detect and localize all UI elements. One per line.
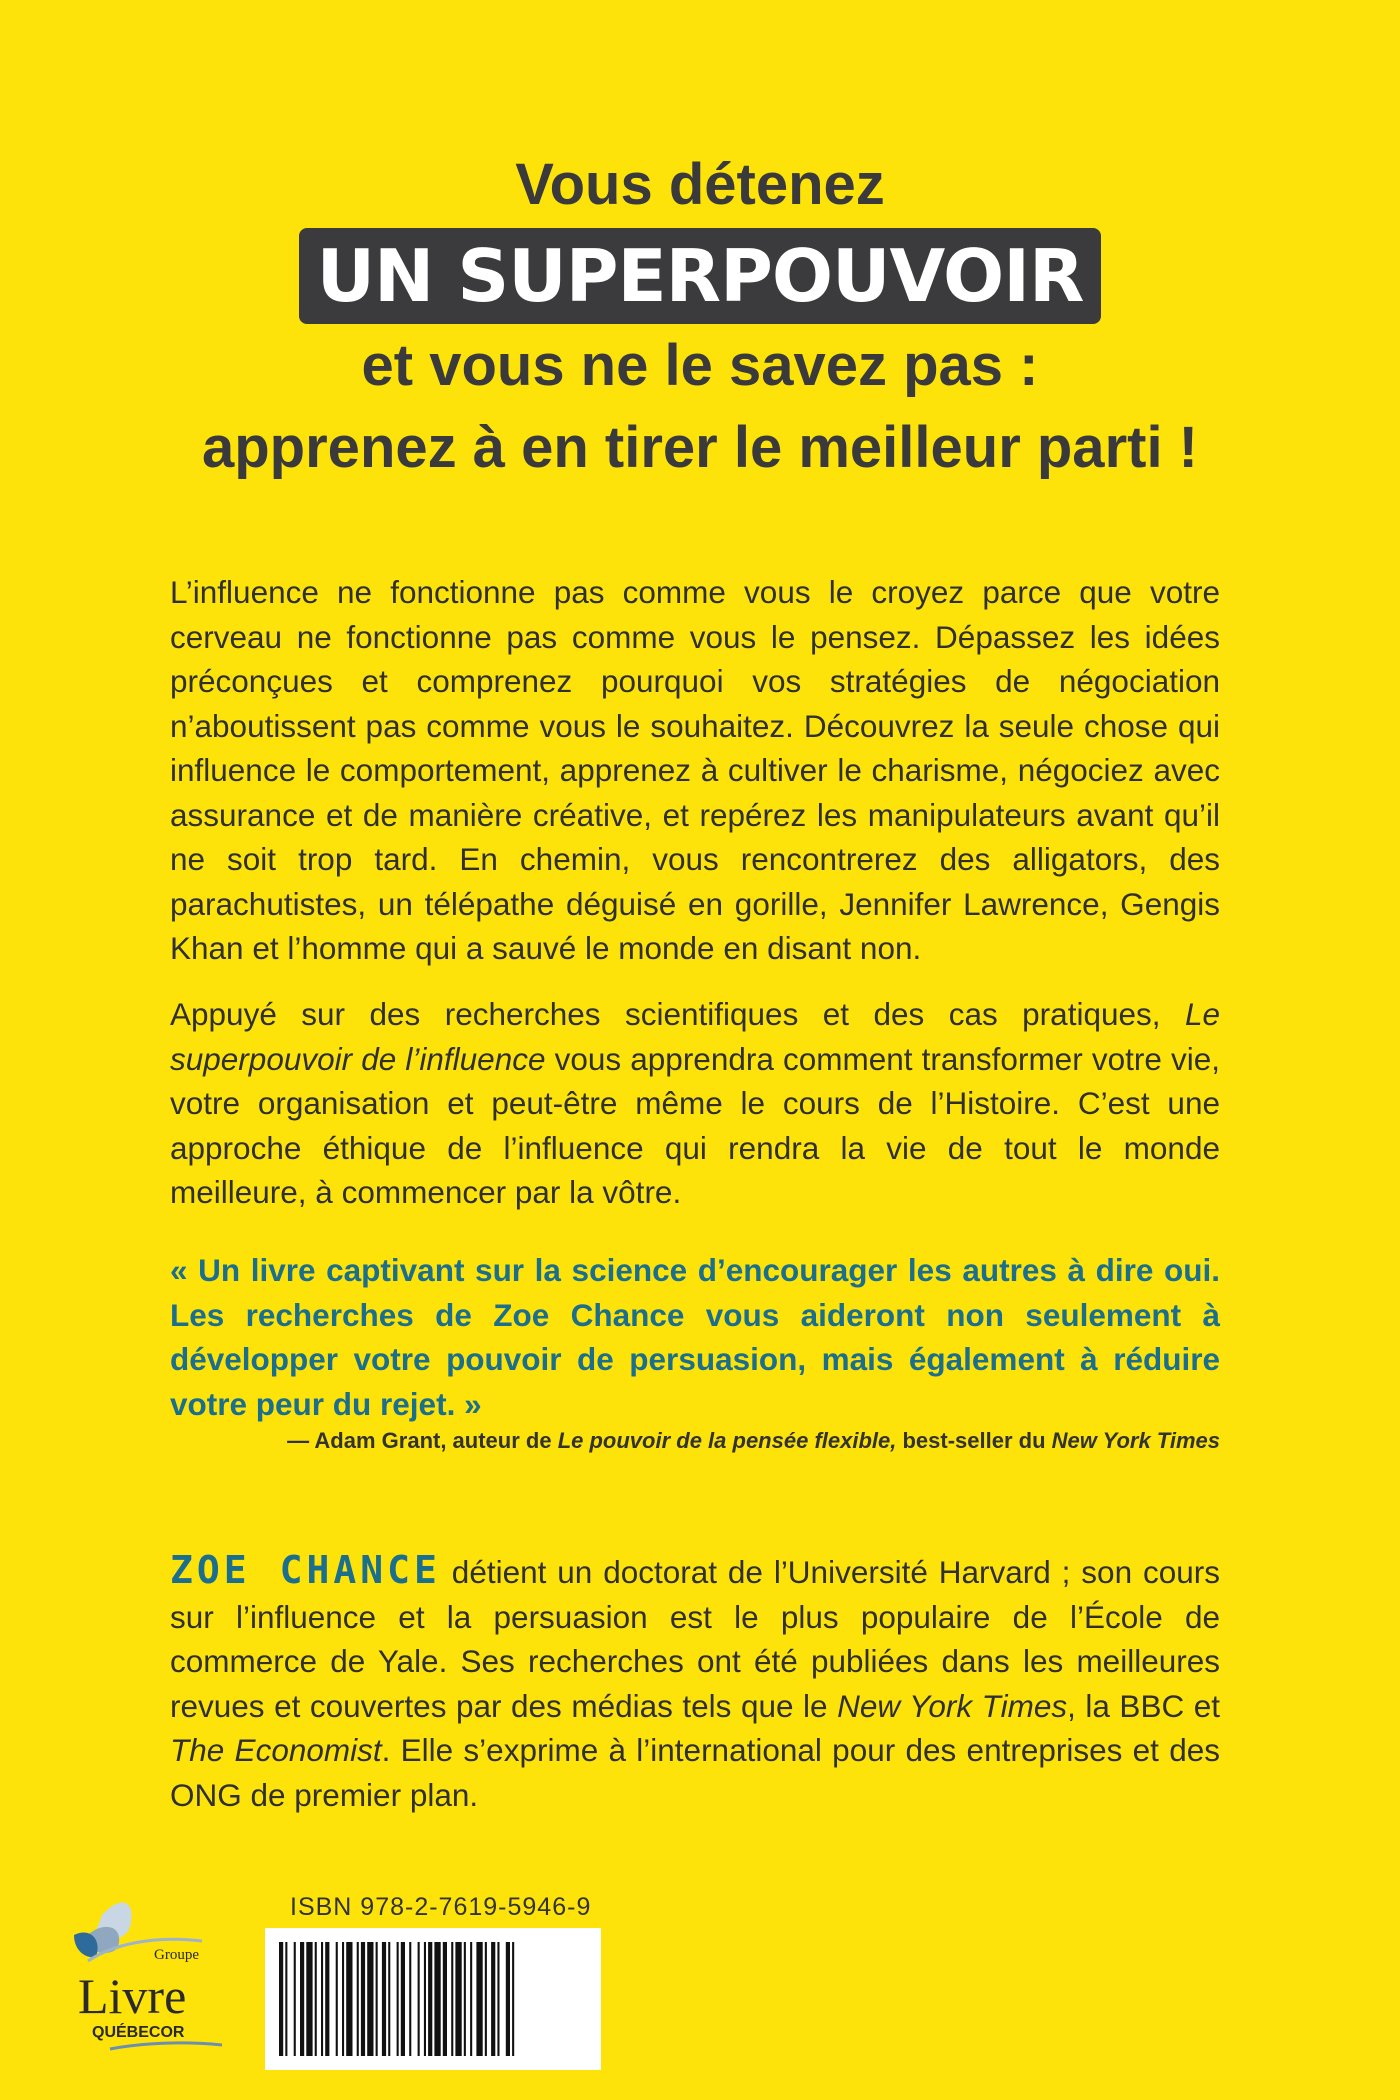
headline-line-3: et vous ne le savez pas : <box>361 333 1039 398</box>
description-paragraph-2 <box>170 992 1220 1215</box>
attrib-prefix: — Adam Grant, auteur de <box>287 1428 558 1453</box>
barcode-bar <box>443 1942 447 2056</box>
barcode-bar <box>321 1942 323 2056</box>
bio-part-3: . Elle s’exprime à l’international pour des entreprises et des ONG de premier plan. <box>170 1732 1220 1813</box>
barcode-bar <box>285 1942 287 2056</box>
publisher-line-1: Groupe <box>154 1947 199 1963</box>
barcode-bar <box>361 1942 365 2056</box>
barcode-bar <box>409 1942 411 2056</box>
bio-part-2: , la BBC et <box>1067 1687 1220 1724</box>
barcode-bar <box>346 1942 352 2056</box>
barcode-bar <box>476 1942 482 2056</box>
headline-highlight-box: UN SUPERPOUVOIR <box>299 228 1102 324</box>
description-paragraph-1: L’influence ne fonctionne pas comme vous le croyez parce que votre cerveau ne fonctionne pas comme vous le pensez. Dépassez les idées préconçues et comprenez pourquoi vos stratégies de négociation n’aboutissent pas comme vous le souhaitez. Découvrez la seule chose qui influence le comportement, apprenez à cultiver le charisme, négociez avec assurance et de manière créative, et repérez les manipulateurs avant qu’il ne soit trop tard. En chemin, vous rencontrerez des alligators, des parachutistes, un télépathe déguisé en gorille, Jennifer Lawrence, Gengis Khan et l’homme qui a sauvé le monde en disant non. <box>170 574 1220 966</box>
headline <box>0 150 1400 488</box>
author-bio <box>170 1548 1220 1817</box>
barcode-bar <box>418 1942 420 2056</box>
p2-text-after: vous apprendra comment transformer votre vie, votre organisation et peut-être même le cours de l’Histoire. C’est une approche éthique de l’influence qui rendra la vie de tout le monde meilleure, à commencer par la vôtre. <box>170 1040 1220 1210</box>
attrib-book: Le pouvoir de la pensée flexible, <box>557 1428 897 1453</box>
barcode-bar <box>315 1942 317 2056</box>
attrib-middle: best-seller du <box>896 1428 1052 1453</box>
barcode-bar <box>279 1942 283 2056</box>
barcode-bar <box>497 1942 499 2056</box>
barcode-bar <box>434 1942 440 2056</box>
publisher-line-3: QUÉBECOR <box>92 2024 185 2041</box>
barcode-bar <box>342 1942 344 2056</box>
barcode-bar <box>464 1942 466 2056</box>
isbn-text: ISBN 978-2-7619-5946-9 <box>290 1893 592 1921</box>
barcode-bar <box>428 1942 432 2056</box>
barcode-bar <box>376 1942 378 2056</box>
endorsement-quote: « Un livre captivant sur la science d’encourager les autres à dire oui. Les recherches de Zoe Chance vous aideront non seulement à développer votre pouvoir de persuasion, mais également à réduire votre peur du rejet. » <box>170 1252 1220 1422</box>
author-name: ZOE CHANCE <box>170 1548 441 1592</box>
barcode-bar <box>300 1942 304 2056</box>
barcode-bar <box>325 1942 329 2056</box>
barcode-bar <box>506 1942 510 2056</box>
attrib-paper: New York Times <box>1051 1428 1220 1453</box>
headline-line-4: apprenez à en tirer le meilleur parti ! <box>202 415 1198 480</box>
publisher-logo <box>62 1895 232 2055</box>
barcode-bar <box>491 1942 495 2056</box>
barcode-bar <box>470 1942 472 2056</box>
barcode <box>265 1928 601 2070</box>
headline-line-1: Vous détenez <box>515 152 885 217</box>
barcode-bar <box>294 1942 296 2056</box>
barcode-bar <box>424 1942 426 2056</box>
barcode-bar <box>336 1942 338 2056</box>
barcode-bar <box>451 1942 453 2056</box>
barcode-bar <box>401 1942 405 2056</box>
barcode-bar <box>357 1942 359 2056</box>
barcode-bar <box>397 1942 399 2056</box>
barcode-bar <box>388 1942 390 2056</box>
barcode-bar <box>382 1942 386 2056</box>
bio-nyt: New York Times <box>837 1687 1068 1724</box>
bio-economist: The Economist <box>170 1732 382 1768</box>
barcode-bar <box>512 1942 514 2056</box>
barcode-bar <box>455 1942 461 2056</box>
bio-part-1: détient un doctorat de l’Université Harvard ; son cours sur l’influence et la persuasion est le plus populaire de l’École de commerce de Yale. Ses recherches ont été publiées dans les meilleures revues et couvertes par des médias tels que le <box>170 1554 1220 1724</box>
book-title: Le superpouvoir de l’influence <box>170 996 1220 1077</box>
quote-attribution <box>150 1428 1220 1454</box>
barcode-bar <box>485 1942 487 2056</box>
p2-text-before: Appuyé sur des recherches scientifiques et des cas pratiques, <box>170 996 1185 1032</box>
swoosh <box>110 2043 222 2049</box>
barcode-bar <box>306 1942 312 2056</box>
barcode-bar <box>367 1942 373 2056</box>
publisher-line-2: Livre <box>78 1968 187 2024</box>
